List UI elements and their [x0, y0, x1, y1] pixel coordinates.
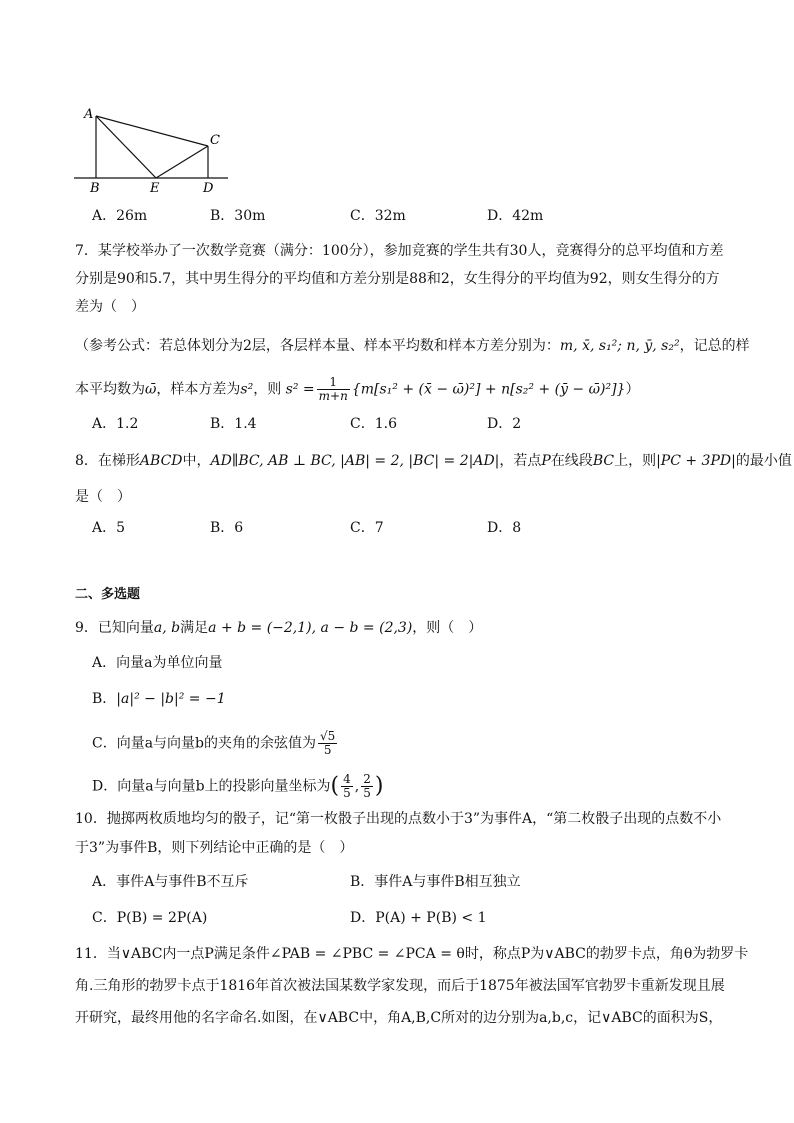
q10-option-c: C．P(B) = 2P(A) [92, 910, 208, 926]
q10-line-1: 10．抛掷两枚质地均匀的骰子，记“第一枚骰子出现的点数小于3”为事件A，“第二枚骰子出现的点数不小 [75, 811, 722, 827]
q10-option-d: D．P(A) + P(B) < 1 [350, 910, 487, 926]
label-c: C [210, 133, 220, 148]
q11-line-1: 11．当∨ABC内一点P满足条件∠PAB = ∠PBC = ∠PCA = θ时，称点P为∨ABC的勃罗卡点，角θ为勃罗卡 [75, 946, 749, 962]
q8-option-c: C．7 [350, 520, 384, 536]
q8-option-a: A．5 [92, 520, 126, 536]
q9-option-d-num-1: 4 [343, 772, 351, 786]
q8-text-c: ，若点 [499, 453, 542, 469]
q7-reference-line-1 [75, 336, 750, 356]
q7-ref-math-1: m, x̄, s₁²; n, ȳ, s₂² [559, 338, 680, 354]
q7-line-2: 分别是90和5.7，其中男生得分的平均值和方差分别是88和2，女生得分的平均值为92，则女生得分的方 [75, 271, 720, 287]
q9-option-b-math: |a|² − |b|² = −1 [116, 691, 226, 707]
q8-trapezoid-name: ABCD [139, 453, 183, 469]
q9-option-c-text: C．向量a与向量b的夹角的余弦值为 [92, 735, 317, 752]
q8-conditions: AD∥BC, AB ⊥ BC, |AB| = 2, |BC| = 2|AD| [210, 453, 500, 469]
q9-option-d-den-2: 5 [363, 786, 371, 800]
q8-option-d: D．8 [487, 520, 522, 536]
q7-ref-s2: s² [240, 381, 254, 398]
segment-ec [156, 146, 208, 178]
q10-option-b: B．事件A与事件B相互独立 [350, 874, 521, 890]
q7-reference-line-2 [75, 376, 639, 403]
q8-point-p: P [541, 453, 551, 469]
q6-option-d: D．42m [487, 208, 544, 224]
q8-expression: |PC + 3PD| [656, 453, 736, 469]
q9-option-c-fraction [318, 730, 337, 757]
q7-formula-body: {m[s₁² + (x̄ − ω̄)²] + n[s₂² + (ȳ − ω̄)²]} [351, 381, 626, 398]
q7-ref-text-2b: ，样本方差为 [156, 381, 241, 398]
q6-option-b: B．30m [210, 208, 266, 224]
q9-option-d-rparen: ) [374, 773, 384, 799]
q8-text-a: 8．在梯形 [75, 453, 140, 469]
q8-line-1 [75, 451, 792, 471]
q9-conditions: a + b = (−2,1), a − b = (2,3) [208, 620, 413, 636]
label-a: A [84, 107, 94, 122]
q9-option-d-sep: , [354, 778, 360, 795]
q7-ref-text-1: （参考公式：若总体划分为2层，各层样本量、样本平均数和样本方差分别为： [75, 338, 560, 354]
q8-option-b: B．6 [210, 520, 244, 536]
q8-text-d: 在线段 [550, 453, 593, 469]
q7-line-3: 差为（ ） [75, 299, 145, 315]
q9-option-d-den-1: 5 [343, 786, 351, 800]
q7-line-1: 7．某学校举办了一次数学竞赛（满分：100分），参加竞赛的学生共有30人，竞赛得分的总平均值和方差 [75, 243, 724, 259]
q7-option-d: D．2 [487, 416, 522, 432]
q11-line-3: 开研究，最终用他的名字命名.如图，在∨ABC中，角A,B,C所对的边分别为a,b,c，记∨ABC的面积为S， [75, 1010, 723, 1026]
q8-text-f: 的最小值 [735, 453, 792, 469]
q10-line-2: 于3”为事件B，则下列结论中正确的是（ ） [75, 840, 354, 856]
q9-text-b: 满足 [180, 620, 209, 636]
q8-text-e: 上，则 [614, 453, 657, 469]
q9-option-d-fraction-1 [341, 773, 353, 800]
q9-stem [75, 618, 482, 638]
q9-option-b [92, 689, 226, 709]
q7-formula-denominator: m+n [318, 389, 348, 403]
q9-option-d-text: D．向量a与向量b上的投影向量坐标为 [92, 778, 331, 795]
q7-formula-numerator: 1 [317, 376, 350, 390]
q7-formula-lhs: s² = [285, 381, 315, 398]
q10-option-a: A．事件A与事件B不互斥 [92, 874, 249, 890]
q8-text-b: 中， [182, 453, 211, 469]
q7-ref-text-2a: 本平均数为 [75, 381, 145, 398]
q9-option-d [92, 773, 383, 800]
section-heading-multiple-choice: 二、多选题 [75, 587, 141, 602]
q7-option-b: B．1.4 [210, 416, 257, 432]
label-e: E [150, 181, 160, 195]
q9-option-d-num-2: 2 [363, 772, 371, 786]
q7-option-c: C．1.6 [350, 416, 397, 432]
q9-option-c-denominator: 5 [323, 743, 332, 757]
q7-ref-text-2c: ，则 [253, 381, 282, 398]
q11-line-2: 角.三角形的勃罗卡点于1816年首次被法国某数学家发现，而后于1875年被法国军官勃罗卡重新发现且展 [75, 978, 725, 994]
q9-option-b-label: B． [92, 691, 117, 707]
q6-option-a: A．26m [92, 208, 148, 224]
q7-formula-fraction [317, 376, 350, 403]
q9-text-a: 9．已知向量 [75, 620, 154, 636]
q7-ref-end: ） [625, 381, 640, 398]
q9-option-a: A．向量a为单位向量 [92, 655, 223, 671]
q7-ref-text-1-end: ，记总的样 [679, 338, 750, 354]
geometry-figure [70, 100, 240, 195]
q8-segment-bc: BC [592, 453, 615, 469]
q9-option-c-numerator: √5 [320, 729, 336, 743]
segment-ac [96, 116, 208, 146]
q9-vectors: a, b [153, 620, 181, 636]
q7-ref-omega: ω̄ [145, 381, 157, 398]
label-b: B [90, 181, 100, 195]
q9-option-d-lparen: ( [330, 773, 340, 799]
label-d: D [203, 181, 214, 195]
q9-option-c [92, 730, 339, 757]
q6-option-c: C．32m [350, 208, 406, 224]
q8-line-2: 是（ ） [75, 489, 131, 505]
segment-ae [96, 116, 156, 178]
q7-option-a: A．1.2 [92, 416, 139, 432]
q9-text-c: ，则（ ） [412, 620, 483, 636]
q9-option-d-fraction-2 [361, 773, 373, 800]
